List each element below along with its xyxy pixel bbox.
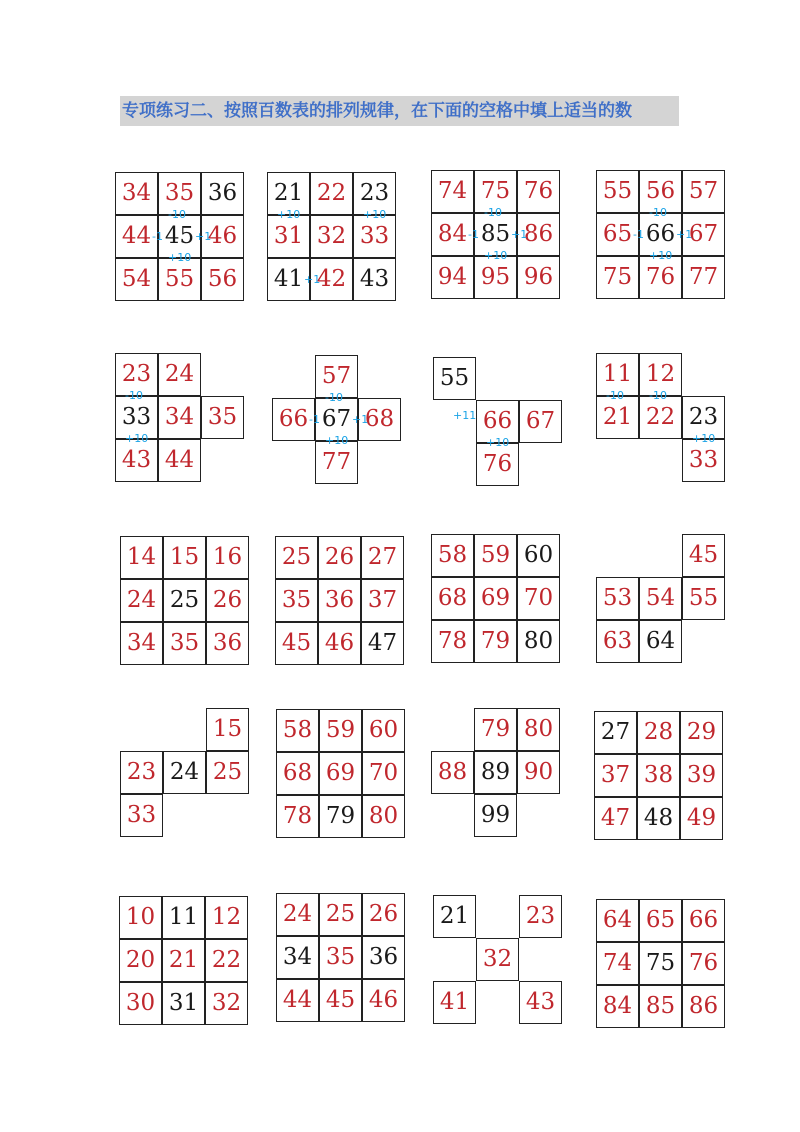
answer-cell: 80 [362,795,405,838]
given-cell: 24 [163,751,206,794]
rule-hint-label: +11 [453,409,477,422]
rule-hint-label: -10 [125,389,143,402]
answer-cell: 36 [318,579,361,622]
rule-hint-label: -10 [649,389,667,402]
answer-cell: 54 [115,258,158,301]
answer-cell: 58 [431,534,474,577]
answer-cell: 44 [276,979,319,1022]
answer-cell: 45 [682,534,725,577]
rule-hint-label: +10 [168,251,192,264]
answer-cell: 35 [163,622,206,665]
answer-cell: 34 [115,172,158,215]
answer-cell: 29 [680,711,723,754]
rule-hint-label: +10 [486,436,510,449]
rule-hint-label: -10 [168,208,186,221]
answer-cell: 39 [680,754,723,797]
answer-cell: 77 [682,256,725,299]
rule-hint-label: +10 [649,249,673,262]
rule-hint-label: -1 [633,228,644,241]
answer-cell: 38 [637,754,680,797]
answer-cell: 12 [205,896,248,939]
answer-cell: 33 [120,794,163,837]
answer-cell: 34 [120,622,163,665]
rule-hint-label: +10 [692,432,716,445]
answer-cell: 80 [517,708,560,751]
given-cell: 43 [353,258,396,301]
answer-cell: 58 [276,709,319,752]
answer-cell: 23 [115,353,158,396]
answer-cell: 27 [361,536,404,579]
given-cell: 55 [433,357,476,400]
answer-cell: 22 [205,939,248,982]
answer-cell: 86 [682,985,725,1028]
answer-cell: 68 [276,752,319,795]
rule-hint-label: -1 [468,228,479,241]
rule-hint-label: +1 [304,273,321,286]
answer-cell: 33 [353,215,396,258]
answer-cell: 75 [474,170,517,213]
given-cell: 66 [639,213,682,256]
given-cell: 67 [315,398,358,441]
answer-cell: 77 [315,441,358,484]
answer-cell: 15 [163,536,206,579]
rule-hint-label: +1 [511,228,528,241]
answer-cell: 69 [319,752,362,795]
answer-cell: 10 [119,896,162,939]
answer-cell: 24 [276,893,319,936]
answer-cell: 42 [310,258,353,301]
answer-cell: 35 [201,396,244,439]
given-cell: 99 [474,794,517,837]
answer-cell: 44 [158,439,201,482]
rule-hint-label: -1 [309,413,320,426]
answer-cell: 76 [682,942,725,985]
answer-cell: 22 [639,396,682,439]
answer-cell: 23 [120,751,163,794]
rule-hint-label: +10 [277,208,301,221]
answer-cell: 70 [362,752,405,795]
rule-hint-label: +10 [363,208,387,221]
answer-cell: 60 [362,709,405,752]
given-cell: 60 [517,534,560,577]
answer-cell: 33 [682,439,725,482]
answer-cell: 37 [361,579,404,622]
answer-cell: 24 [158,353,201,396]
given-cell: 21 [433,895,476,938]
answer-cell: 68 [431,577,474,620]
given-cell: 89 [474,751,517,794]
given-cell: 25 [163,579,206,622]
answer-cell: 55 [682,577,725,620]
rule-hint-label: +1 [676,228,693,241]
rule-hint-label: -10 [325,391,343,404]
answer-cell: 35 [319,936,362,979]
answer-cell: 49 [680,797,723,840]
answer-cell: 26 [206,579,249,622]
answer-cell: 85 [639,985,682,1028]
answer-cell: 63 [596,620,639,663]
answer-cell: 76 [476,443,519,486]
answer-cell: 59 [319,709,362,752]
answer-cell: 12 [639,353,682,396]
answer-cell: 36 [206,622,249,665]
answer-cell: 21 [596,396,639,439]
given-cell: 21 [267,172,310,215]
answer-cell: 79 [474,620,517,663]
answer-cell: 16 [206,536,249,579]
given-cell: 85 [474,213,517,256]
answer-cell: 14 [120,536,163,579]
answer-cell: 55 [596,170,639,213]
answer-cell: 43 [115,439,158,482]
answer-cell: 75 [596,256,639,299]
answer-cell: 53 [596,577,639,620]
answer-cell: 74 [596,942,639,985]
answer-cell: 66 [682,899,725,942]
answer-cell: 76 [639,256,682,299]
given-cell: 47 [361,622,404,665]
answer-cell: 46 [318,622,361,665]
answer-cell: 35 [158,172,201,215]
given-cell: 23 [682,396,725,439]
answer-cell: 25 [319,893,362,936]
given-cell: 33 [115,396,158,439]
given-cell: 36 [201,172,244,215]
answer-cell: 20 [119,939,162,982]
answer-cell: 45 [319,979,362,1022]
answer-cell: 88 [431,751,474,794]
rule-hint-label: +10 [125,432,149,445]
answer-cell: 25 [206,751,249,794]
answer-cell: 65 [639,899,682,942]
answer-cell: 76 [517,170,560,213]
given-cell: 75 [639,942,682,985]
given-cell: 11 [162,896,205,939]
given-cell: 79 [319,795,362,838]
answer-cell: 26 [318,536,361,579]
rule-hint-label: -10 [649,206,667,219]
answer-cell: 54 [639,577,682,620]
answer-cell: 23 [519,895,562,938]
rule-hint-label: +1 [352,413,369,426]
answer-cell: 35 [275,579,318,622]
answer-cell: 70 [517,577,560,620]
answer-cell: 46 [201,215,244,258]
answer-cell: 84 [596,985,639,1028]
answer-cell: 44 [115,215,158,258]
answer-cell: 25 [275,536,318,579]
answer-cell: 22 [310,172,353,215]
given-cell: 64 [639,620,682,663]
answer-cell: 26 [362,893,405,936]
answer-cell: 90 [517,751,560,794]
answer-cell: 66 [272,398,315,441]
answer-cell: 74 [431,170,474,213]
answer-cell: 78 [276,795,319,838]
answer-cell: 24 [120,579,163,622]
answer-cell: 34 [158,396,201,439]
answer-cell: 30 [119,982,162,1025]
given-cell: 41 [267,258,310,301]
answer-cell: 56 [639,170,682,213]
answer-cell: 21 [162,939,205,982]
rule-hint-label: -1 [152,230,163,243]
answer-cell: 32 [310,215,353,258]
given-cell: 45 [158,215,201,258]
answer-cell: 67 [682,213,725,256]
given-cell: 80 [517,620,560,663]
answer-cell: 31 [267,215,310,258]
given-cell: 34 [276,936,319,979]
answer-cell: 28 [637,711,680,754]
given-cell: 23 [353,172,396,215]
answer-cell: 96 [517,256,560,299]
answer-cell: 66 [476,400,519,443]
answer-cell: 43 [519,981,562,1024]
answer-cell: 68 [358,398,401,441]
answer-cell: 79 [474,708,517,751]
worksheet-title: 专项练习二、按照百数表的排列规律，在下面的空格中填上适当的数 [120,96,679,126]
answer-cell: 56 [201,258,244,301]
given-cell: 48 [637,797,680,840]
answer-cell: 86 [517,213,560,256]
given-cell: 36 [362,936,405,979]
answer-cell: 64 [596,899,639,942]
answer-cell: 69 [474,577,517,620]
answer-cell: 32 [476,938,519,981]
answer-cell: 37 [594,754,637,797]
given-cell: 27 [594,711,637,754]
answer-cell: 11 [596,353,639,396]
answer-cell: 57 [315,355,358,398]
rule-hint-label: +10 [484,249,508,262]
answer-cell: 94 [431,256,474,299]
answer-cell: 65 [596,213,639,256]
rule-hint-label: +10 [325,434,349,447]
answer-cell: 15 [206,708,249,751]
answer-cell: 95 [474,256,517,299]
answer-cell: 57 [682,170,725,213]
answer-cell: 67 [519,400,562,443]
answer-cell: 47 [594,797,637,840]
answer-cell: 55 [158,258,201,301]
answer-cell: 78 [431,620,474,663]
answer-cell: 32 [205,982,248,1025]
answer-cell: 46 [362,979,405,1022]
rule-hint-label: +1 [195,230,212,243]
answer-cell: 41 [433,981,476,1024]
answer-cell: 45 [275,622,318,665]
rule-hint-label: -10 [606,389,624,402]
rule-hint-label: -10 [484,206,502,219]
given-cell: 31 [162,982,205,1025]
answer-cell: 59 [474,534,517,577]
answer-cell: 84 [431,213,474,256]
